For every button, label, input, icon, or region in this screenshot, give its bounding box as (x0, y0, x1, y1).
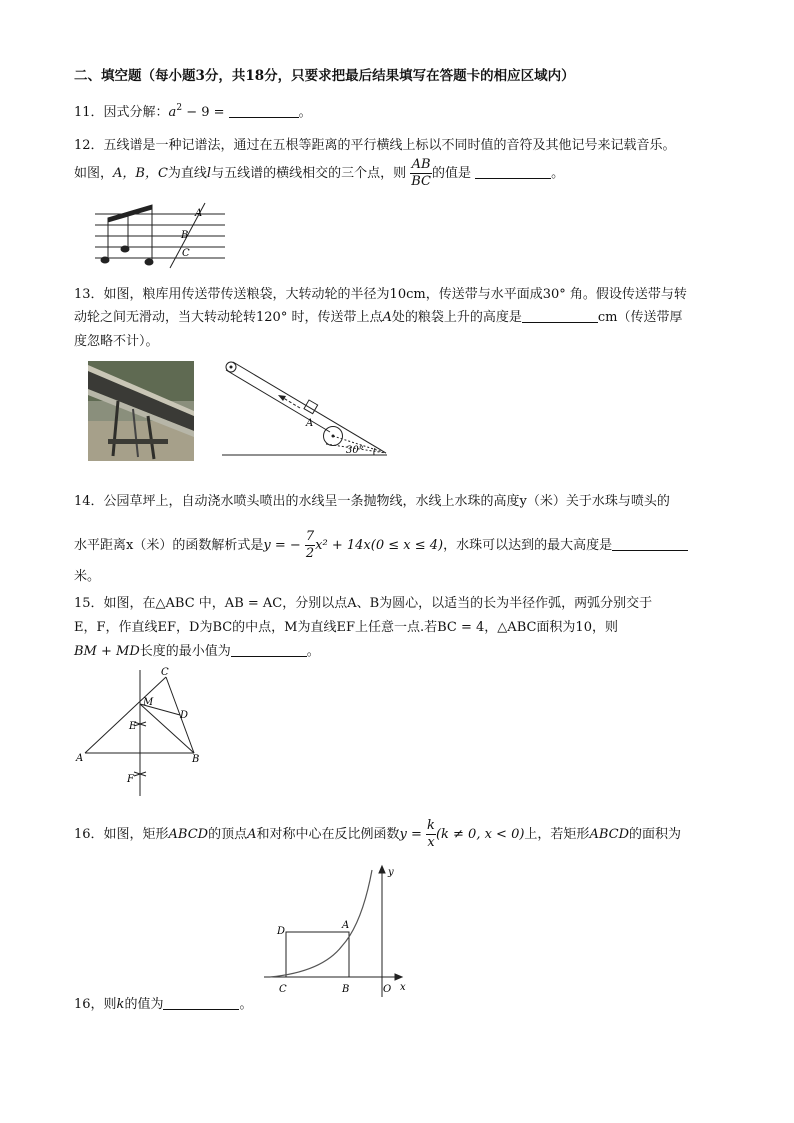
question-13-line3: 度忽略不计）。 (74, 334, 159, 349)
question-12-line1: 12．五线谱是一种记谱法，通过在五根等距离的平行横线上标以不同时值的音符及其他记号来记载音乐。 (74, 138, 676, 153)
label-a: A (342, 920, 350, 931)
question-13-line2: 动轮之间无滑动，当大转动轮转120° 时，传送带上点A处的粮袋上升的高度是 cm（传送带厚 (74, 310, 683, 325)
answer-blank-14[interactable] (612, 537, 688, 551)
label-c: C (161, 667, 169, 678)
axis-x-label: x (400, 982, 406, 993)
question-14-line2: 水平距离x（米）的函数解析式是y = − $\frac{7}{2}$ x² + 14x(0 ≤ x ≤ 4)，水珠可以达到的最大高度是 (74, 529, 688, 562)
staff-figure (95, 200, 230, 270)
label-a: A (306, 418, 314, 429)
conveyor-diagram (222, 358, 392, 462)
label-m: M (143, 697, 154, 708)
question-15-line2: E，F，作直线EF，D为BC的中点，M为直线EF上任意一点.若BC = 4，△ABC面积为10，则 (74, 620, 618, 635)
label-f: F (127, 774, 134, 785)
section-title: 二、填空题（每小题3分，共18分，只要求把最后结果填写在答题卡的相应区域内） (74, 68, 575, 84)
label-o: O (383, 984, 392, 995)
question-13-line1: 13．如图，粮库用传送带传送粮袋，大转动轮的半径为10cm，传送带与水平面成30° 角。假设传送带与转 (74, 287, 687, 302)
label-c: C (182, 248, 190, 259)
question-14-line3: 米。 (74, 569, 101, 584)
hyperbola-figure (262, 862, 412, 1000)
label-a: A (76, 753, 84, 764)
label-e: E (129, 721, 137, 732)
label-d: D (277, 926, 286, 937)
label-b: B (181, 230, 189, 241)
question-15-line3: BM + MD长度的最小值为 。 (74, 644, 320, 659)
fraction-k-x: $\frac{k}{x}$ (427, 818, 435, 850)
answer-blank-16[interactable] (163, 996, 239, 1010)
answer-blank-11[interactable] (229, 104, 299, 118)
question-16-line2: 16，则k的值为 。 (74, 997, 253, 1012)
axis-y-label: y (388, 867, 394, 878)
label-b: B (342, 984, 350, 995)
fraction-ab-bc: $\frac{AB}{BC}$ (411, 157, 431, 189)
question-16-line1: 16．如图，矩形ABCD的顶点A和对称中心在反比例函数y = $\frac{k}{x}$ (k ≠ 0, x < 0)上，若矩形ABCD的面积为 (74, 818, 682, 850)
fraction-7-2: $\frac{7}{2}$ (305, 529, 315, 561)
question-14-line1: 14．公园草坪上，自动浇水喷头喷出的水线呈一条抛物线，水线上水珠的高度y（米）关于水珠与喷头的 (74, 494, 670, 509)
label-d: D (180, 710, 189, 721)
angle-label: 30° (346, 445, 364, 456)
label-c: C (279, 984, 287, 995)
question-12-line2: 如图，A，B，C为直线l与五线谱的横线相交的三个点，则 $\frac{AB}{BC}$ 的值是 。 (74, 157, 565, 189)
answer-blank-12[interactable] (475, 165, 551, 179)
answer-blank-13[interactable] (522, 309, 598, 323)
answer-blank-15[interactable] (231, 643, 307, 657)
conveyor-photo (88, 361, 194, 461)
label-b: B (192, 754, 200, 765)
question-11: 11．因式分解：$a^2 - 9$ = 。 (74, 103, 312, 120)
label-a: A (195, 208, 203, 219)
triangle-figure (74, 664, 214, 800)
question-15-line1: 15．如图，在△ABC 中，AB = AC，分别以点A、B为圆心，以适当的长为半径作弧，两弧分别交于 (74, 596, 653, 611)
